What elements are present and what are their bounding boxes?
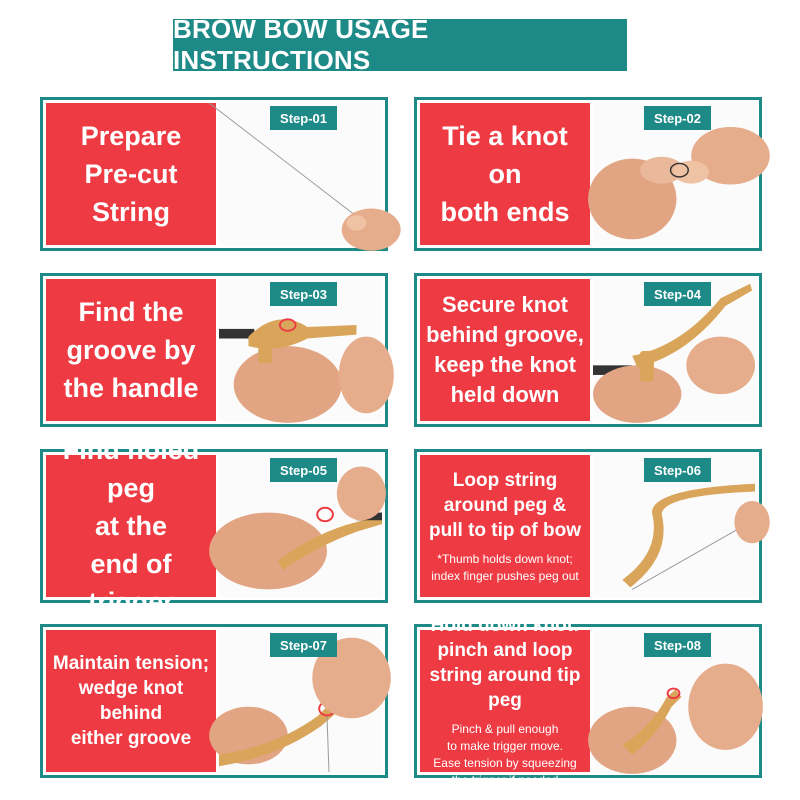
step-instruction	[420, 103, 590, 245]
step-instruction	[46, 435, 216, 617]
instruction-line: FInd holed peg	[62, 435, 200, 503]
step-card-02	[414, 97, 762, 251]
step-badge: Step-08	[644, 633, 711, 657]
instruction-line: String	[92, 197, 170, 227]
step-card-06	[414, 449, 762, 603]
instruction-line: string around tip peg	[429, 665, 581, 711]
instruction-line: Hold down knot:	[430, 615, 580, 636]
instruction-line: Loop string	[452, 469, 558, 491]
step-instruction	[46, 279, 216, 421]
instruction-line: behind groove,	[426, 322, 584, 347]
step-badge: Step-06	[644, 458, 711, 482]
step-note	[431, 551, 578, 585]
step-note	[433, 721, 576, 789]
step-badge: Step-03	[270, 282, 337, 306]
instruction-line: Prepare	[80, 121, 182, 151]
step-badge: Step-07	[270, 633, 337, 657]
step-instruction	[420, 455, 590, 597]
note-line: Pinch & pull enough	[451, 722, 559, 736]
step-card-05	[40, 435, 388, 617]
step-card-07	[40, 624, 388, 778]
step-instruction	[46, 103, 216, 245]
step-card-08	[414, 615, 762, 787]
step-card-01	[40, 97, 388, 251]
instruction-line: groove by	[66, 335, 196, 365]
instruction-line: Pre-cut	[84, 159, 178, 189]
note-line: index finger pushes peg out	[431, 568, 579, 583]
step-instruction	[420, 279, 590, 421]
page-title: BROW BOW USAGE INSTRUCTIONS	[173, 19, 627, 71]
step-card-03	[40, 273, 388, 427]
step-badge: Step-01	[270, 106, 337, 130]
note-line: the trigger if needed	[451, 773, 559, 787]
instruction-line: both ends	[440, 197, 570, 227]
instruction-line: Find the	[78, 297, 184, 327]
instruction-line: Secure knot	[442, 292, 568, 317]
note-line: to make trigger move.	[446, 739, 564, 753]
instruction-line: keep the knot	[434, 352, 576, 377]
step-badge: Step-05	[270, 458, 337, 482]
instruction-line: Tie a knot	[442, 121, 568, 151]
instruction-line: Maintain tension;	[52, 653, 210, 674]
instruction-line: end of trigger	[88, 549, 174, 617]
instruction-line: behind	[99, 703, 163, 724]
instruction-line: pinch and loop	[437, 640, 573, 661]
instruction-line: around peg &	[443, 494, 567, 516]
instruction-line: wedge knot	[78, 678, 184, 699]
step-badge: Step-04	[644, 282, 711, 306]
step-instruction	[420, 615, 590, 787]
step-card-04	[414, 273, 762, 427]
note-line: Ease tension by squeezing	[433, 756, 577, 770]
instruction-line: either groove	[70, 728, 192, 749]
note-line: *Thumb holds down knot;	[437, 551, 573, 566]
instruction-line: at the	[94, 511, 167, 541]
instruction-line: pull to tip of bow	[429, 519, 581, 541]
instruction-line: held down	[450, 382, 560, 407]
step-instruction	[46, 630, 216, 772]
instruction-line: on	[488, 159, 522, 189]
instruction-line: the handle	[63, 373, 199, 403]
step-badge: Step-02	[644, 106, 711, 130]
